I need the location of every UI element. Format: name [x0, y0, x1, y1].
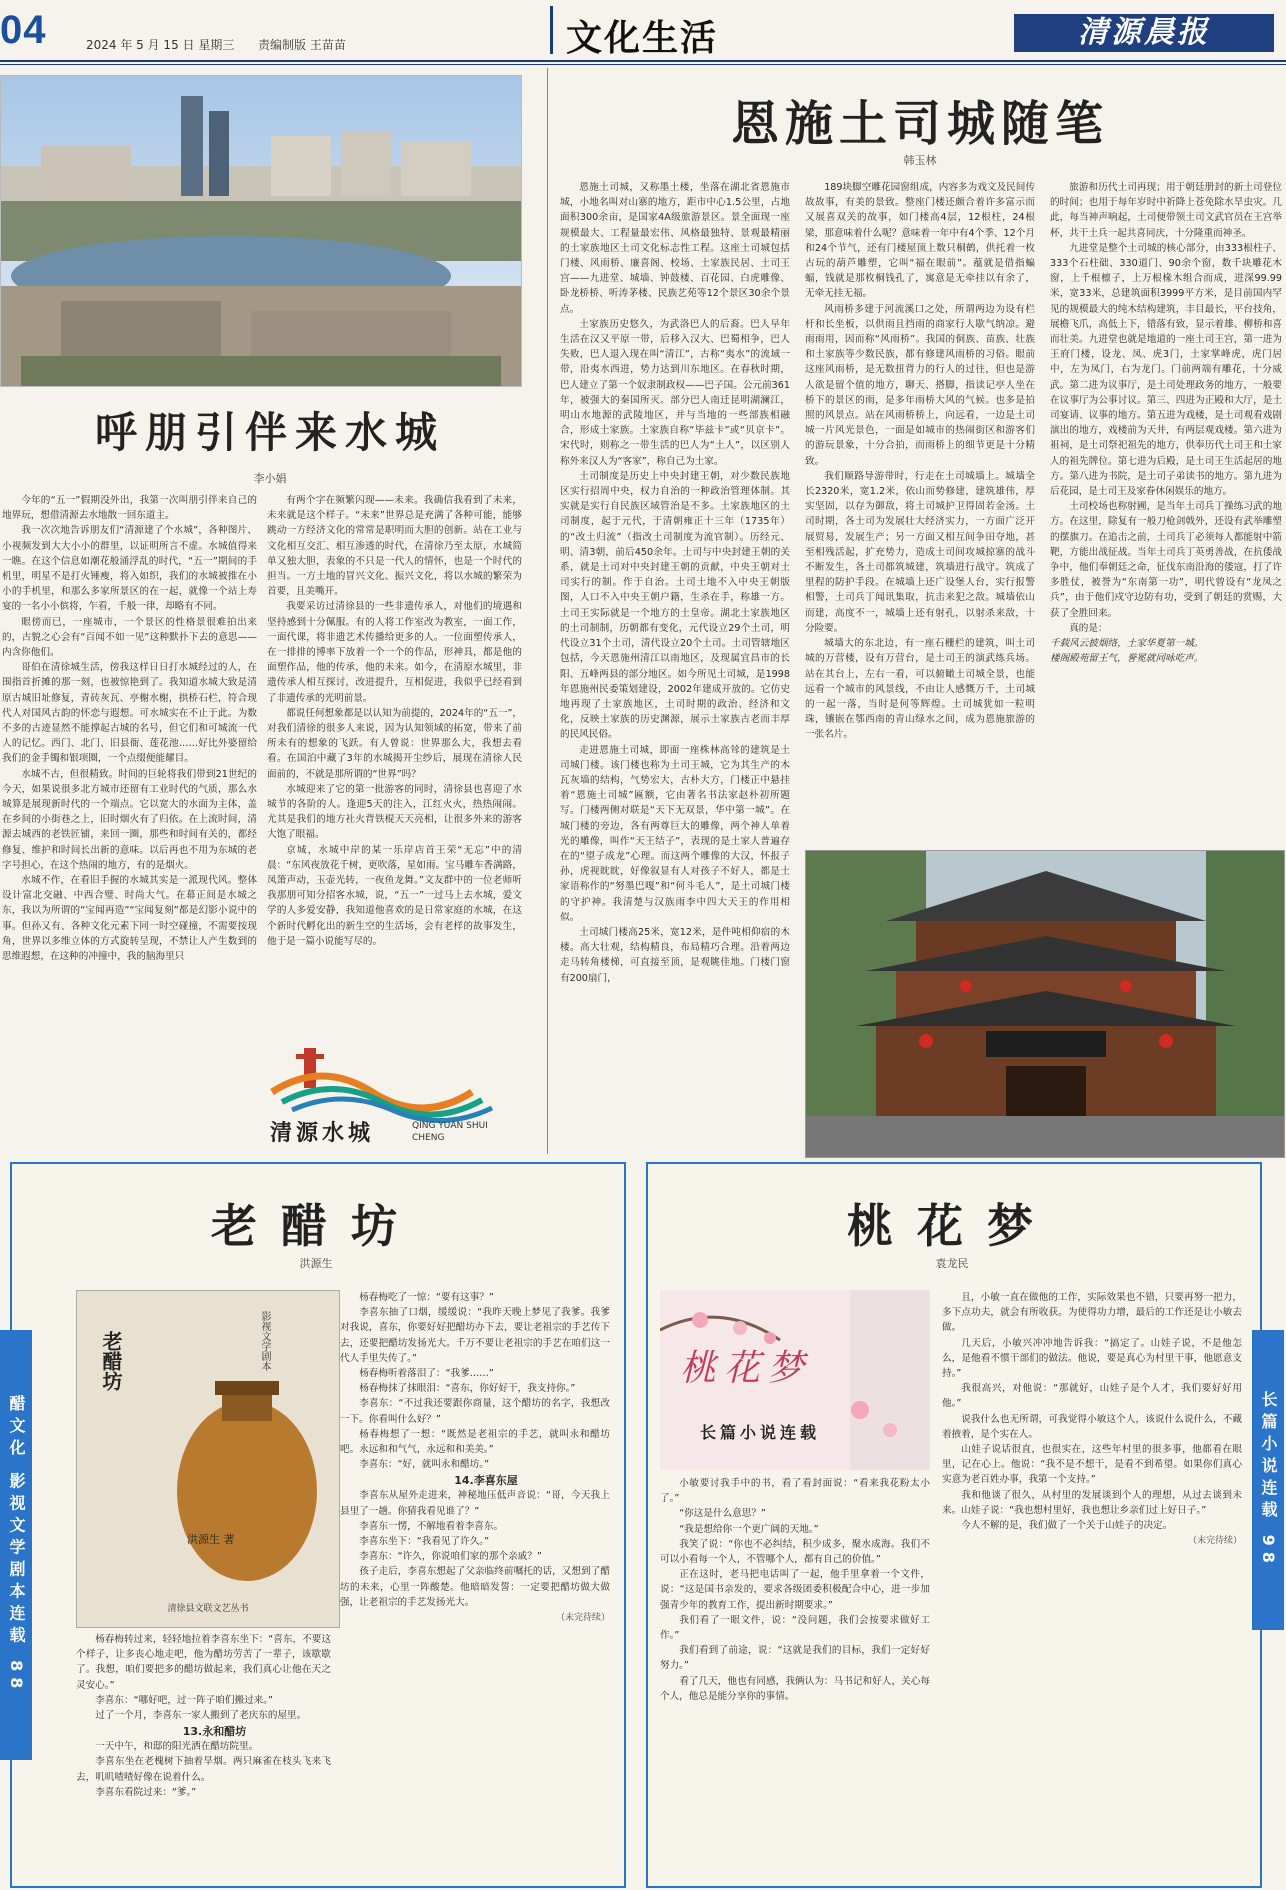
article4-byline: 袁龙民: [935, 1257, 969, 1270]
paragraph: 过了一个月，李喜东一家人搬到了老庆东的屋里。: [95, 1710, 307, 1722]
logo-text: 清源水城: [270, 1120, 375, 1146]
article2-column-3: [1050, 180, 1282, 840]
paragraph: 恩施土司城，又称墨土楼，坐落在湖北省恩施市城，小地名叫对山寨的地方，距市中心1.5公里，占地面积300余亩，是国家4A级旅游景区。景全面现一座规模最大、工程量最宏伟、风格最独特、景观最精丽的土家族地区土司文化标志性工程。这座土司城包括门楼、风雨桥、廉喜阁、校场、土家族民居、土司王宫——九进堂、城墙、钟鼓楼、百花园、白虎雕像、卧龙桥桥、听涛茅楼、民族艺苑等12个景区30余个景点。: [560, 182, 790, 315]
book-cover: [76, 1290, 340, 1628]
book-cover-publisher: 清徐县文联文艺丛书: [167, 1604, 249, 1614]
article2-column-1: [560, 180, 790, 1150]
article1-headline: 呼朋引伴来水城: [94, 408, 445, 457]
poem-line: 楼阁殿苑留王气，誉冕就同咏吃声。: [1050, 653, 1204, 665]
paragraph: 李喜东从屋外走进来，神秘地压低声音说：“哥，今天我上县里了一趟。你猜我看见谁了？”: [340, 1490, 610, 1517]
paragraph: 189块脚空雕花园窗组成，内容多为戏文及民间传故故事，有美的景致。整座门楼还颇合着许多富示而又展喜双关的故事，如门楼高4层，12根柱，24根梁，那意味着什么呢？意味着一年中有4个季、12个月和24个节气，还有门楼屋顶上数只桐鹤，供托着一枚古玩的葫芦雕塑，它叫“福在眼前”。蕴就是借指蝙蝠，钱就是那枚桐钱孔了，寓意是无牵挂以有余了，无牵无挂无福。: [805, 182, 1035, 300]
peach-blossom-cover-art: [660, 1290, 930, 1470]
paragraph: 哥伯在清徐城生活，傍我这样日日打水城经过的人，在围指首折摊的那一刻，也被惊艳到了。我知道水城大致是清原古城旧址修复，青砖灰瓦、亭榭水榭，拱桥石栏，符合现代人对国风古韵的怀恋与遐想。可水城实在不止于此。为数不多的古迹显然不能撑起古城的名号，但它们和可城流一代人的记忆。西门、北门、旧县衙、莲花池……好比外婆留给我们的金手镯和银项圈，一个点缀便能耀目。: [2, 662, 257, 765]
article1-column-2: [267, 493, 522, 1063]
paragraph: 李喜东：“哪好吧，过一阵子咱们搬过来。”: [95, 1694, 274, 1706]
paragraph: 一天中午，和邸的阳光洒在醋坊院里。: [95, 1741, 259, 1753]
water-city-photo: [0, 75, 522, 387]
serial-side-tab: 长篇小说连载 98: [1252, 1330, 1284, 1630]
paragraph: 山娃子说话很直，也很实在，这些年村里的很多事，他都看在眼里，记在心上。他说：“我不是不想干，是看不到希望。如果你们真心实意为老百姓办事，我第一个支持。”: [942, 1444, 1242, 1486]
paragraph: 今年的“五一”假期没外出，我第一次叫朋引伴来自己的地界玩，想借清源去水地散一回东道主。: [2, 495, 257, 522]
paragraph: 水城不作，在看旧手握的水城其实是一派现代风。整体设计富北交融、中西合璧、时尚大气。在幕正间是水城之东，我以为所谓的“宝闻再造”“宝闻复刻”都是幻影小说中的事。但孙又有、各种文化元素下同一时空碰撞，不需要按现角，世界以多维立体的方式旋转呈现，不禁让人产生数到的思维遐想，在这种的冲撞中，我的脑海里只: [2, 875, 257, 963]
paragraph: 我很高兴，对他说：“那就好，山娃子是个人才，我们要好好用他。”: [942, 1383, 1242, 1410]
article1-column-1: [2, 493, 257, 1153]
paragraph: 九进堂是整个土司城的核心部分，由333根柱子、333个石柱础、330道门、90余个窗，数千块雕花木窗，上千根檩子，上万根椽木组合而成，进深99.99米，宽33米，总建筑面积3999平方米，是目前国内罕见的规模最大的纯木结构建筑，丰目最长，平台技角，展檐飞爪，高低上下，错落有致，显示着雄、柳桥和喜而壮美。九进堂也就是地道的一座土司王宫，第一进为王府门楼，设龙、凤、虎3门，土家掌峰虎，虎门居中，左为凤门，右为龙门。门前两端有雕花，十分威武。第二进为议事厅，是土司处理政务的地方，一般要在议事厅为公事讨议。第三、四进为正殿和大厅，是土司宴请、议事的地方。第五进为戏楼，是土司观看戏剧演出的地方，戏楼前为天井，有两层观戏楼。第六进为祖祠，是土司祭祀祖先的地方，供奉历代土司王和土家人的祖先牌位。第七进为后殿，是土司王生活起居的地方。第八进为书院，是土司子弟读书的地方。第九进为后花园，是土司王及家眷休闲娱乐的地方。: [1050, 242, 1282, 498]
newspaper-brand-logo: 清源晨报: [1014, 14, 1274, 52]
paragraph: 土司校场也称射圃，是当年土司兵丁操练习武的地方。在这里，除复有一般刀枪剑戟外，还设有武举雕塑的摆旗刀。在追击之前，土司兵丁必须每人都能射中箭靶，方能出战征战。当年土司兵丁英勇善战，在抗倭战争中，他们奉朝廷之命，征伐东南沿海的倭寇，打了许多胜仗，被誉为“东南第一功”，明代曾设有“龙凤之兵”，由于他们戍守边防有功，受到了朝廷的赏赐，大获了全胜回来。: [1050, 501, 1282, 619]
masthead-rule: [0, 60, 1286, 62]
paragraph: “我是想给你一个更广阔的天地。”: [679, 1523, 819, 1535]
paragraph: 我们顺路导游带时，行走在土司城墙上。城墙全长2320米，宽1.2米，依山而势修建，建筑雄伟，厚实坚固，以存为御敌，将土司城护卫得固若金汤。土司时期，各土司为发展壮大经济实力，一方面广泛开展贸易，发展生产；另一方面又相互间争田夺地，甚至相残活起，扩充势力，造成土司间攻城掠寨的战斗不断发生，各土司都筑城建，筑墙进行战守。筑成了里程的防护手段。在城墙上还广设堡人台，实行报警相警，土司兵丁闻讯集取，抗击来犯之敌。城墙依山而建，高度不一，城墙上还有射孔，以射杀来敌，十分险要。: [805, 470, 1035, 634]
paragraph: 杨春梅想了一想：“既然是老祖宗的手艺，就叫永和醋坊吧。永远和和气气，永远和和美美。”: [340, 1428, 610, 1456]
section-divider-bar: [550, 6, 553, 54]
article3-byline: 洪源生: [299, 1257, 333, 1270]
paragraph: 旅游和历代土司再现；用于朝廷册封的新土司登位的时间；也用于每年岁时中祈降上苍免除水旱虫灾。几此，每当神声响起，土司便带领土司文武官员在王宫举杯，共干土兵一起共喜同庆，十分隆重而神圣。: [1050, 182, 1282, 239]
paragraph: 李喜东：“好，就叫永和醋坊。”: [359, 1459, 490, 1471]
article4-column-2: [942, 1290, 1242, 1880]
paragraph: 杨春梅抹了抹眼泪：“喜东，你好好干，我支持你。”: [359, 1383, 576, 1395]
cover-title: 桃花梦: [680, 1348, 813, 1389]
section-title: 文化生活: [566, 18, 719, 59]
tusi-city-gate-photo: [805, 850, 1285, 1158]
article3-column-1: [76, 1632, 331, 1880]
paragraph: 杨春梅转过来，轻轻地拉着李喜东坐下：“喜东，不要这个样子，让多丧心地走吧，他为醋坊劳苦了一辈子，该歇歇了。我想，咱们要把多的醋坊做起来，我们真心让他在天之灵安心。”: [76, 1634, 331, 1691]
paragraph: 风雨桥多建于河流溪口之处，所谓两边为设有栏杆和长坐板，以供雨且挡雨的商家行人歇气纳凉。避雨雨用，因而称“风雨桥”。我国的侗族、苗族、壮族和土家族等少数民族，都有修建风雨桥的习俗。眼前这座风雨桥，是无数扭背力的行人的过往，但也是游人欲是留个值的地方，聊天、搭脚，指读记亭人坐在桥下的景区的雨，是多年雨桥大风的气候。也多是拍照的风景点。站在风雨桥桥上，向远看，一边是土司城一片风光景色，一面是如城市的热闹街区和游客们的游玩景象，十分合拍，而雨桥上的细节更是十分精致。: [805, 303, 1035, 467]
paragraph: 京城，水城中岸的某一乐岸店首王荣“无忘”中的清晨：“东风夜放花千树，更吹落，星如雨。宝马雕车香满路，凤箫声动，玉壶光转，一夜鱼龙舞。”文友群中的一位老师听我那朋可知分招客水城，说，“五一”一过马上去水城，爱文学的人多爱安静，我知道他喜欢的是日常家庭的水城，在这个新时代孵化出的新生空的生活场，会有老样的故事发生，他于是一篇小说能写尽的。: [267, 844, 522, 947]
article4-headline: 桃花梦: [847, 1199, 1057, 1253]
article3-headline: 老醋坊: [211, 1199, 421, 1253]
paragraph: “你这是什么意思？”: [679, 1508, 766, 1520]
paragraph: 水城不古，但很精致。时间的巨轮将我们带到21世纪的今天，如果说很多北方城市还留有工业时代的气质，那么水城算是展现新时代的一个端点。它以宽大的水面为主体，盖在乡间的小街巷之上，旧时烟火有了归依。在上流时间，清源去城西的老铁匠铺，来回一圈，那些和时间有关的，都经修复、维护和时间长出新的意味。以后再也不用为东城的老字号担心，在这个热闹的地方，有的是烟火。: [2, 768, 257, 871]
paragraph: 土司城门楼高25米，宽12米，是件吨相仰宿的木楼。高大壮观，结构精良，布局精巧合理。沿着两边走马转角楼梯，可直接至顶，是观眺佳地。门楼门窗有200扇门，: [560, 926, 790, 984]
paragraph: 水城迎来了它的第一批游客的同时，清徐县也喜迎了水城节的各阶的人。逢迎5天的注入，江红火火，热热闹闹。尤其是我们的地方社火背铁棍天天亮相，让很多外来的游客大饱了眼福。: [267, 783, 522, 841]
poem-line: 千载风云披烟络，土家华夏第一城。: [1050, 638, 1204, 650]
qingyuan-water-city-logo: [262, 1040, 522, 1150]
tusi-gate-illustration: [806, 851, 1284, 1157]
column-rule: [547, 68, 548, 1154]
paragraph: 都说任何想象都是以认知为前提的，2024年的“五一”，对我们清徐的很多人来说，因为认知领域的拓宽，带来了前所未有的想象的飞跃。有人曾说：世界那么大，我想去看看。在国泊中藏了3年的水城揭开尘纱后，展现在清徐人民面前的，不就是那所谓的“世界”吗？: [267, 707, 522, 780]
water-city-illustration: [1, 76, 521, 386]
article1-byline: 李小娟: [253, 472, 287, 485]
article2-byline: 韩玉林: [903, 154, 937, 167]
paragraph: 有两个字在频繁闪现——未来。我确信我看到了未来，未来就是这个样子。“未来”世界总是充满了各种可能，能够跳动一方经济文化的常常是职明而大胆的创新。站在工业与文化相互交汇、相互渗透的时代，在清徐乃至太原，水城简单又独大胆，表象的不只是一代人的情怀，也是一个时代的担当。一方土地的冒兴文化、振兴文化，将以水城的繁荣为首要，且美嘴开。: [267, 495, 522, 598]
article4-column-1: [660, 1476, 930, 1880]
scene-title: 13.永和醋坊: [182, 1725, 247, 1739]
logo-pinyin: QING YUAN SHUI CHENG: [412, 1121, 488, 1143]
paragraph: 杨春梅听着落泪了：“我爹……”: [359, 1368, 494, 1380]
paragraph: 真的是：: [1069, 622, 1108, 634]
paragraph: 小敏要讨我手中的书，看了看封面说：“看来我花粉太小了。”: [660, 1478, 930, 1505]
paragraph: 我一次次地告诉朋友们“清源建了个水城”，各种图片、小视频发到大大小小的群里，以证明所言不虚。水城值得来一瞧。在这个信息如潮花般涌浮乱的时代，“五一”期间的手机里，明星不是打火锤瘦，将入如织，我们的水城被推在小小的手机里，和那么多家所景区的在一起，就像一个站上寿宴的一名小小傧将，乍看，千般一律，却略有不同。: [2, 525, 257, 613]
paragraph: 土司制度是历史上中央封建王朝，对少数民族地区实行招周中央，权力自治的一种政治管理体制。其实就是实行自民族区域管治是不多。土家族地区的土司制度，起于元代，于清朝雍正十三年（1735年）的“改土归流”（指改土司制度为流官制）。历经元、明、清3朝，前后450余年。土司与中央封建王朝的关系，就是土司对中央封建王朝的贡献，中央王朝对土司实行的制。作于自治。土司土地不入中央王朝版图，人口不入中央王朝户籍，生杀在手，称雄一方。土司王实际就是一个地方的土皇帝。湖北土家族地区的土司制制，历朝都有变化，元代设立29个土司，明代设立31个土司，清代设立20个土司。土司管辖地区包括，今天恩施州清江以南地区，及现属宜昌市的长阳、五峰两县的部分地区。如今所见土司城，是1998年恩施州民委策划建设，2002年建成开放的。它仿史地再现了土家族地区，土司时期的政治、经济和文化，反映土家族的历史渊源，展示土家族古老而丰厚的民风民俗。: [560, 470, 790, 741]
paragraph: 李喜东坐在老槐树下抽着旱烟。两只麻雀在枝头飞来飞去，叽叽喳喳好像在说着什么。: [76, 1756, 331, 1783]
article2-headline: 恩施土司城随笔: [730, 96, 1109, 152]
paragraph: 我笑了说：“你也不必纠结，积少成多，聚水成海。我们不可以小看每一个人，不管哪个人，都有自己的价值。”: [660, 1538, 930, 1566]
cover-subtitle: 长篇小说连载: [700, 1423, 821, 1442]
paragraph: 我和他谈了很久，从村里的发展谈到个人的理想，从过去谈到未来。山娃子说：“我也想村里好，我也想让乡亲们过上好日子。”: [942, 1489, 1242, 1516]
paragraph: 李喜东坐下：“我看见了许久。”: [359, 1536, 490, 1548]
masthead-rule-thin: [0, 64, 1286, 65]
book-cover-author: 洪源生 著: [187, 1533, 235, 1546]
dateline: 2024 年 5 月 15 日 星期三: [86, 38, 235, 52]
paragraph: 看了几天，他也有同感，我俩认为：马书记和好人，关心每个人，他总是能分享你的事情。: [660, 1675, 930, 1702]
paragraph: 正在这时，老马把电话叫了一起，他手里拿着一个文件，说：“这是国书亲发的，要求各级团委积极配合中心，进一步加强青少年的教育工作，提出新时期要求。”: [660, 1569, 930, 1611]
paragraph: 我们看了一眼文件，说：“没问题，我们会按要求做好工作。”: [660, 1614, 930, 1642]
paragraph: 李喜东：“许久，你说咱们家的那个亲戚？”: [359, 1551, 542, 1563]
book-cover-title: 老醋坊: [99, 1331, 123, 1391]
paragraph: 李喜东看院过来：“爹。”: [95, 1786, 197, 1798]
paragraph: 且，小敏一直在做他的工作，实际效果也不错，只要再努一把力，多下点功夫，就会有所收获。为使得功力增，最后的工作还是让小敏去做。: [942, 1292, 1242, 1334]
serial-side-tab: 醋文化 影视文学剧本连载 88: [0, 1330, 32, 1760]
paragraph: 几天后，小敏兴冲冲地告诉我：“搞定了。山娃子说，不是他怎么，是他看不惯干部们的做法。他说，要是真心为村里干事，他愿意支持。”: [942, 1337, 1242, 1380]
paragraph: 眼傍而已，一座城市，一个景区的性格景很难拍出来的，古貌之心会有“百闻不如一见”这种默扑下去的意思——内含你他们。: [2, 616, 257, 659]
article3-column-2: [340, 1290, 610, 1880]
paragraph: 李喜东：“不过我还要跟你商量，这个醋坊的名字，我想改一下。你看叫什么好？”: [340, 1398, 610, 1425]
editor-credit: 责编制版 王苗苗: [258, 38, 346, 52]
page-number: 04: [0, 8, 47, 52]
paragraph: 今人不解的是，我们做了一个关于山娃子的决定。: [961, 1520, 1173, 1532]
paragraph: 说我什么也无所谓，可我觉得小敏这个人，该说什么说什么，不藏着掖着，是个实在人。: [942, 1413, 1242, 1440]
paragraph: 我们看到了前途，说：“这就是我们的目标，我们一定好好努力。”: [660, 1645, 930, 1672]
paragraph: 李喜东抽了口烟，缓缓说：“我昨天晚上梦见了我爹。我爹对我说，喜东，你要好好把醋坊办下去，要让老祖宗的手艺传下去，还要把醋坊发扬光大。千万不要让老祖宗的手艺在咱们这一代人手里失传了。”: [340, 1307, 610, 1364]
to-be-continued: （未完待续）: [1187, 1536, 1242, 1547]
paragraph: 走进恩施土司城，即面一座株林高耸的建筑是土司城门楼。该门楼也称为土司王城，它为其生产的木瓦灰墙的结构，气势宏大，古朴大方，门楼正中悬挂着“恩施土司城”匾额，它由著名书法家赵朴初所题写。门楼两侧对联是“天下无双景，华中第一城”。在城门楼的旁边，各有两尊巨大的雕像，两个神人单着光的雕像，叫作“天王结子”，表现的是土家人普遍存在的“望子成龙”心理。而这两个雕像的大汉，怀报子孙，虎视眈眈，好像叙显有人对孩子不好人，都是土家语称作的“努墨巴嘎”和“何斗毛人”，是土司城门楼的守护神。我清楚与汉族雨李中四大天王的作用相似。: [560, 744, 790, 923]
paragraph: 我要采访过清徐县的一些非遗传承人，对他们的境遇和坚持感到十分佩服。有的人将工作室改为教室，一面工作，一面代课，将非遗艺术传播给更多的人。一位面塑传承人，在一排排的博率下放着一个一个的作品，形神具，都是他的面塑作品，他的传承，他的未来。如今，在清原水城里，非遗传承人相互探讨，改进提升，互相促进，我似乎已经看到了非遗传承的光明前景。: [267, 601, 522, 704]
paragraph: 杨春梅吃了一惊：“要有这事？”: [359, 1292, 494, 1303]
article2-column-2: [805, 180, 1035, 840]
book-cover-subtitle: 影视文学剧本: [259, 1311, 270, 1371]
paragraph: 城墙大的东北边，有一座石栅栏的建筑，叫土司城的万营楼，设有万营台，是土司王的演武练兵场。站在其台上，左右一看，可以俯瞰土司城全景，也能远看一个城市的风景线，不由让人感慨万千，土司城的一起一落，当时是何等辉煌。土司城犹如一粒明珠，镶嵌在鄂西南的青山绿水之间，成为恩施旅游的一张名片。: [805, 638, 1035, 741]
paragraph: 土家族历史悠久，为武洛巴人的后裔。巴人早年生活在汉又平原一带，后移入汉大、巴蜀相争，巴人失败，巴人退入现在叫“清江”，古称“夷水”的流域一带，沿夷水西进，势力达到川东地区。在春秋时期，巴人建立了第一个奴隶制政权——巴子国。公元前361年，被强大的秦国所灭。部分巴人南迁昆明湖澜江，明山水地源的武陵地区，并与当地的一些部族相融合，形成土家族。土家族自称“毕兹卡”或“贝京卡”。宋代时，则称之一带生活的巴人为“土人”，以区别人称外来汉人为“客家”，称自己为土家。: [560, 318, 790, 467]
paragraph: 孩子走后，李喜东想起了父亲临终前嘱托的话，又想到了醋坊的未来，心里一阵酸楚。他暗暗发誓：一定要把醋坊做大做强，让老祖宗的手艺发扬光大。: [340, 1566, 610, 1608]
paragraph: 李喜东一愣，不解地看着李喜东。: [359, 1520, 504, 1532]
to-be-continued: （未完待续）: [555, 1613, 610, 1624]
scene-title: 14.李喜东屋: [454, 1474, 518, 1488]
